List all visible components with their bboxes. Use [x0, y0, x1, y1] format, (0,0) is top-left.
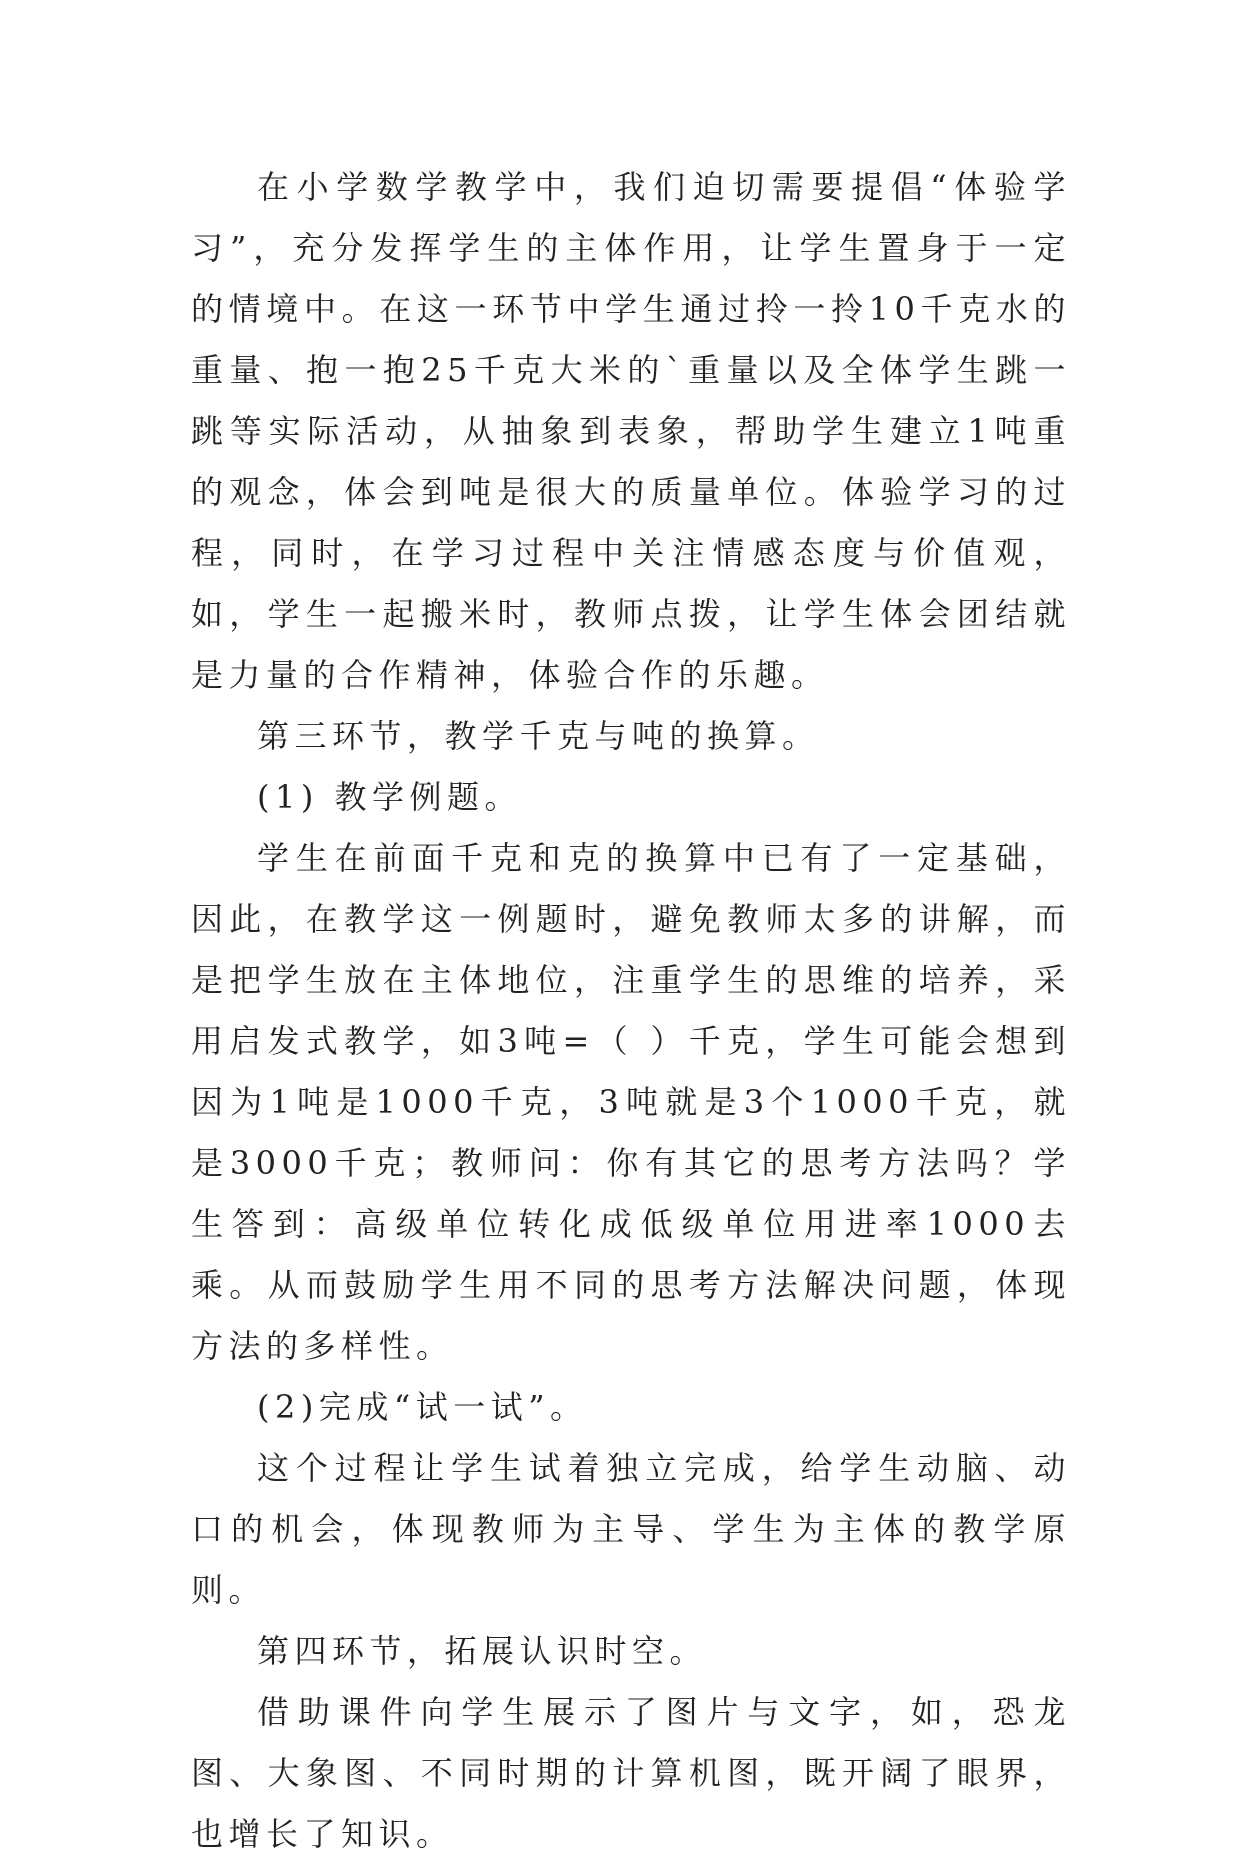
paragraph-try-it-body: 这个过程让学生试着独立完成，给学生动脑、动口的机会，体现教师为主导、学生为主体的教学原则。	[191, 1449, 1071, 1609]
paragraph-try-it-heading: (2)完成“试一试”。	[257, 1388, 588, 1426]
paragraph-section-three-heading: 第三环节，教学千克与吨的换算。	[257, 717, 820, 755]
document-body	[191, 157, 1071, 1865]
paragraph-example-body: 学生在前面千克和克的换算中已有了一定基础，因此，在教学这一例题时，避免教师太多的讲解，而是把学生放在主体地位，注重学生的思维的培养，采用启发式教学，如3吨=（ ）千克，学生可能会想到因为1吨是1000千克，3吨就是3个1000千克，就是3000千克；教师问：你有其它的思考方法吗？学生答到：高级单位转化成低级单位用进率1000去乘。从而鼓励学生用不同的思考方法解决问题，体现方法的多样性。	[191, 839, 1071, 1365]
paragraph-experience-learning: 在小学数学教学中，我们迫切需要提倡“体验学习”，充分发挥学生的主体作用，让学生置身于一定的情境中。在这一环节中学生通过拎一拎10千克水的重量、抱一抱25千克大米的`重量以及全体学生跳一跳等实际活动，从抽象到表象，帮助学生建立1吨重的观念，体会到吨是很大的质量单位。体验学习的过程，同时，在学习过程中关注情感态度与价值观，如，学生一起搬米时，教师点拨，让学生体会团结就是力量的合作精神，体验合作的乐趣。	[191, 168, 1071, 694]
paragraph-example-heading: (1) 教学例题。	[257, 778, 523, 816]
paragraph-section-four-heading: 第四环节，拓展认识时空。	[257, 1632, 708, 1670]
paragraph-section-four-body: 借助课件向学生展示了图片与文字，如，恐龙图、大象图、不同时期的计算机图，既开阔了眼界，也增长了知识。	[191, 1693, 1071, 1853]
